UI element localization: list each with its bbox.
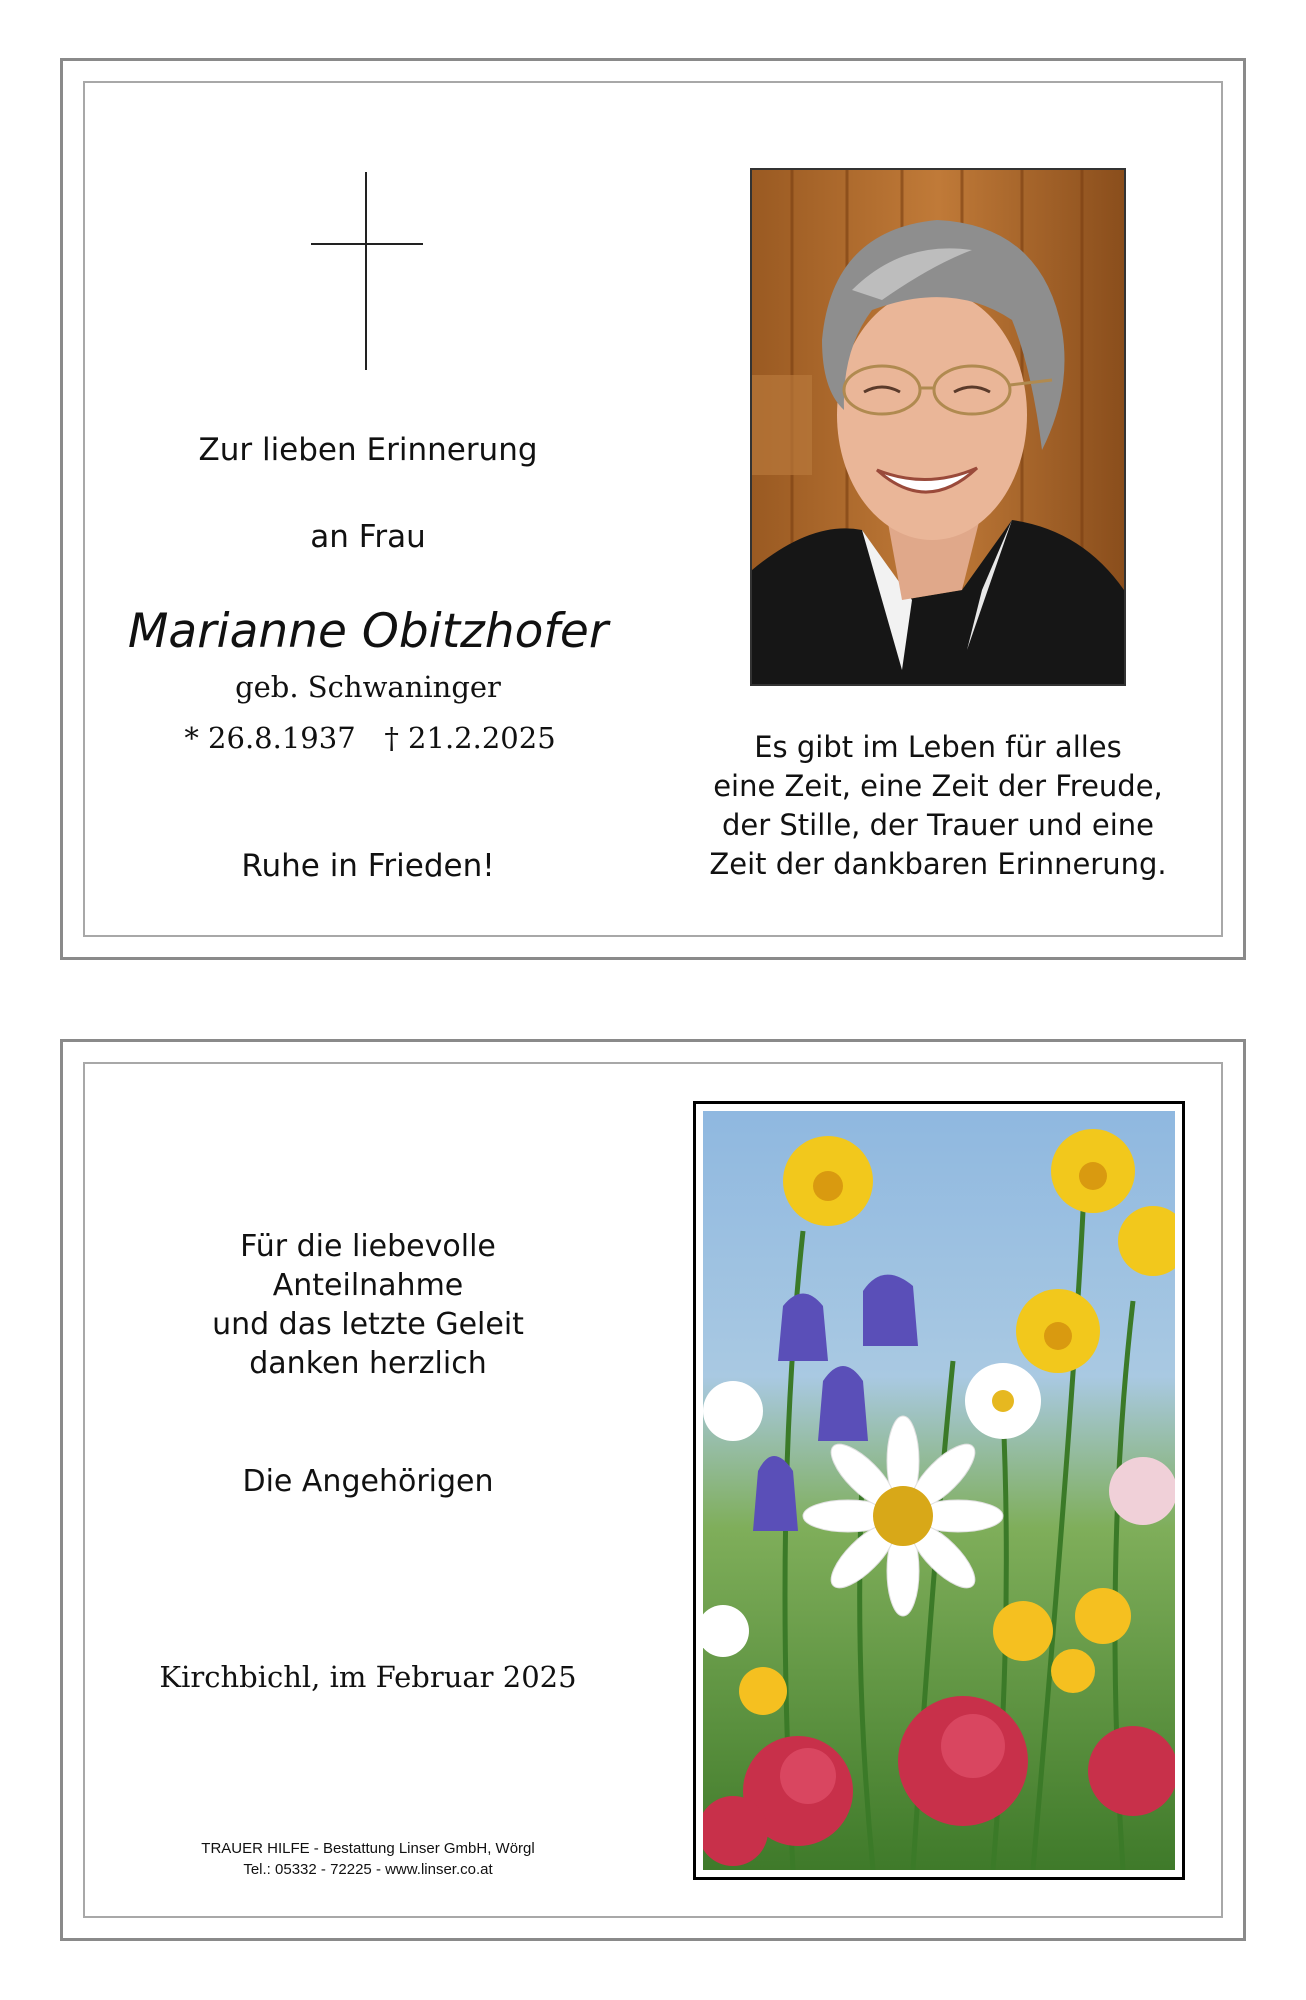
poem-line-2: eine Zeit, eine Zeit der Freude,: [713, 769, 1163, 803]
thanks-line-4: danken herzlich: [249, 1346, 487, 1381]
birth-date: * 26.8.1937: [184, 721, 356, 755]
thanks-line-2: Anteilnahme: [272, 1268, 464, 1303]
funeral-home-line: TRAUER HILFE - Bestattung Linser GmbH, Wörgl: [201, 1840, 535, 1857]
farewell-line: Ruhe in Frieden!: [241, 848, 495, 884]
funeral-home-contact: Tel.: 05332 - 72225 - www.linser.co.at: [243, 1861, 493, 1878]
poem-line-1: Es gibt im Leben für alles: [754, 730, 1122, 764]
deceased-name: Marianne Obitzhofer: [127, 604, 609, 659]
place-date-line: Kirchbichl, im Februar 2025: [159, 1660, 577, 1694]
addressee-line: an Frau: [310, 519, 426, 555]
cross-icon: [365, 172, 367, 370]
portrait-photo: [750, 168, 1126, 686]
signature-line: Die Angehörigen: [242, 1464, 494, 1499]
remembrance-line: Zur lieben Erinnerung: [198, 432, 538, 468]
thanks-line-3: und das letzte Geleit: [212, 1307, 524, 1342]
death-date: † 21.2.2025: [384, 721, 556, 755]
poem-line-3: der Stille, der Trauer und eine: [721, 808, 1155, 842]
cross-icon-bar: [311, 243, 423, 245]
maiden-name: geb. Schwaninger: [235, 670, 501, 704]
thanks-line-1: Für die liebevolle: [240, 1229, 496, 1264]
wildflower-picture: [693, 1101, 1185, 1880]
poem-line-4: Zeit der dankbaren Erinnerung.: [709, 847, 1167, 881]
